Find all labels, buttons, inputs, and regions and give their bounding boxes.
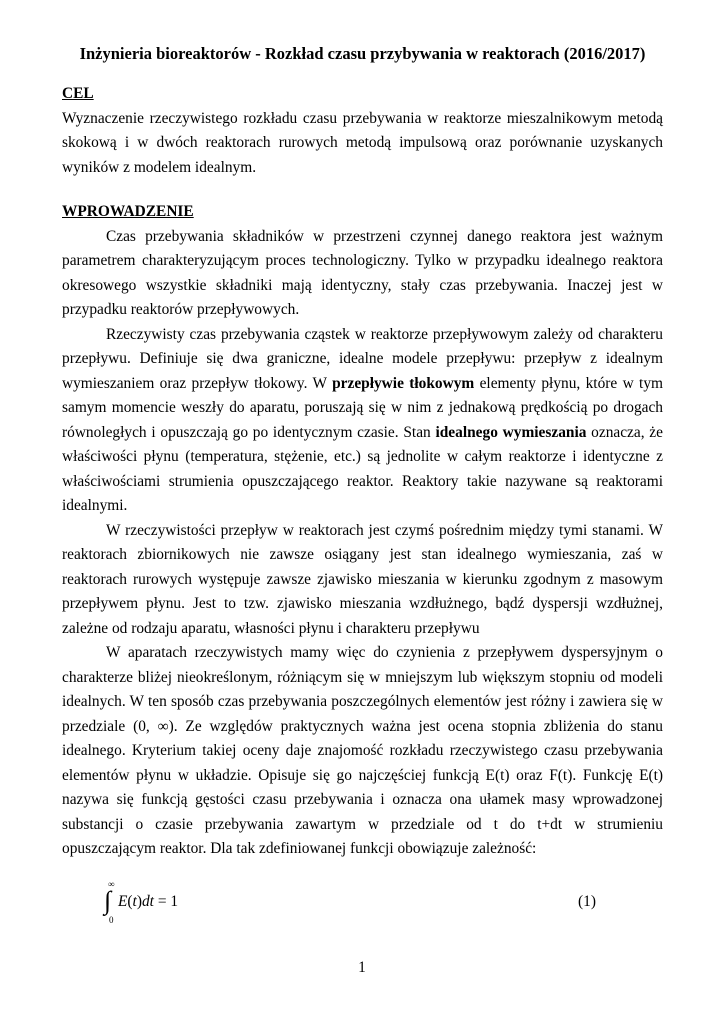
intro-paragraph-2: [62, 323, 663, 519]
term-ideal-mixing: idealnego wymieszania: [435, 423, 587, 441]
section-cel: [62, 82, 663, 180]
section-wprowadzenie: [62, 200, 663, 862]
p2-text-c: elementy płynu, które w tym samym momencie weszły do aparatu, poruszają się w nim z jednakową prędkością po drogach równoległych i opuszczają go po identycznym czasie. Stan: [62, 374, 663, 441]
integral-expression: E(t)dt = 1: [118, 893, 179, 910]
intro-paragraph-3: W rzeczywistości przepływ w reaktorach jest czymś pośrednim między tymi stanami. W reaktorach zbiornikowych nie zawsze osiągany jest stan idealnego wymieszania, zaś w reaktorach rurowych występuje zawsze zjawisko mieszania w kierunku zgodnym z masowym przepływem płynu. Jest to tzw. zjawisko mieszania wzdłużnego, bądź dyspersji wzdłużnej, zależne od rodzaju aparatu, własności płynu i charakteru przepływu: [62, 521, 663, 637]
intro-paragraph-1: Czas przebywania składników w przestrzeni czynnej danego reaktora jest ważnym parametrem charakteryzującym proces technologiczny. Tylko w przypadku idealnego reaktora okresowego wszystkie składniki mają identyczny, stały czas przebywania. Inaczej jest w przypadku reaktorów przepływowych.: [62, 227, 663, 318]
p2-text-d: oznacza, że właściwości płynu (temperatura, stężenie, etc.) są jednolite w całym reaktorze i identyczne z właściwościami strumienia opuszczającego reaktor. Reaktory takie nazywane są reaktorami idealnymi.: [62, 423, 663, 514]
intro-paragraph-4: W aparatach rzeczywistych mamy więc do czynienia z przepływem dyspersyjnym o charakterze bliżej nieokreślonym, różniącym się w mniejszym lub większym stopniu od modeli idealnych. W ten sposób czas przebywania poszczególnych elementów jest różny i zawiera się w przedziale (0, ∞). Ze względów praktycznych ważna jest ocena stopnia zbliżenia do stanu idealnego. Kryterium takiej oceny daje znajomość rozkładu rzeczywistego czasu przebywania elementów płynu w układzie. Opisuje się go najczęściej funkcją E(t) oraz F(t). Funkcję E(t) nazywa się funkcją gęstości czasu przebywania i oznacza ona ułamek masy wprowadzonej substancji o czasie przebywania zawartym w przedziale od t do t+dt w strumieniu opuszczającym reaktor. Dla tak zdefiniowanej funkcji obowiązuje zależność:: [62, 644, 663, 857]
integral-lower-limit: 0: [109, 915, 114, 925]
page-title: Inżynieria bioreaktorów - Rozkład czasu przybywania w reaktorach (2016/2017): [79, 44, 646, 63]
equation-integral: [104, 880, 604, 924]
integral-sign: ∫: [104, 886, 112, 915]
cel-paragraph: Wyznaczenie rzeczywistego rozkładu czasu przebywania w reaktorze mieszalnikowym metodą skokową i w dwóch reaktorach rurowych metodą impulsową oraz porównanie uzyskanych wyników z modelem idealnym.: [62, 109, 663, 176]
term-plug-flow: przepływie tłokowym: [332, 374, 475, 392]
section-heading-cel: CEL: [62, 85, 94, 102]
p2-text-a: Rzeczywisty czas przebywania cząstek w reaktorze przepływowym zależy od charakteru przepływu. Definiuje się dwa graniczne, idealne modele przepływu: przepływ z idealnym wymieszaniem oraz przepływ tłokowy. W: [62, 325, 663, 392]
page-number: 1: [358, 959, 366, 976]
section-heading-wprowadzenie: WPROWADZENIE: [62, 203, 194, 220]
integral-upper-limit: ∞: [108, 879, 115, 889]
equation-number: (1): [578, 893, 596, 910]
